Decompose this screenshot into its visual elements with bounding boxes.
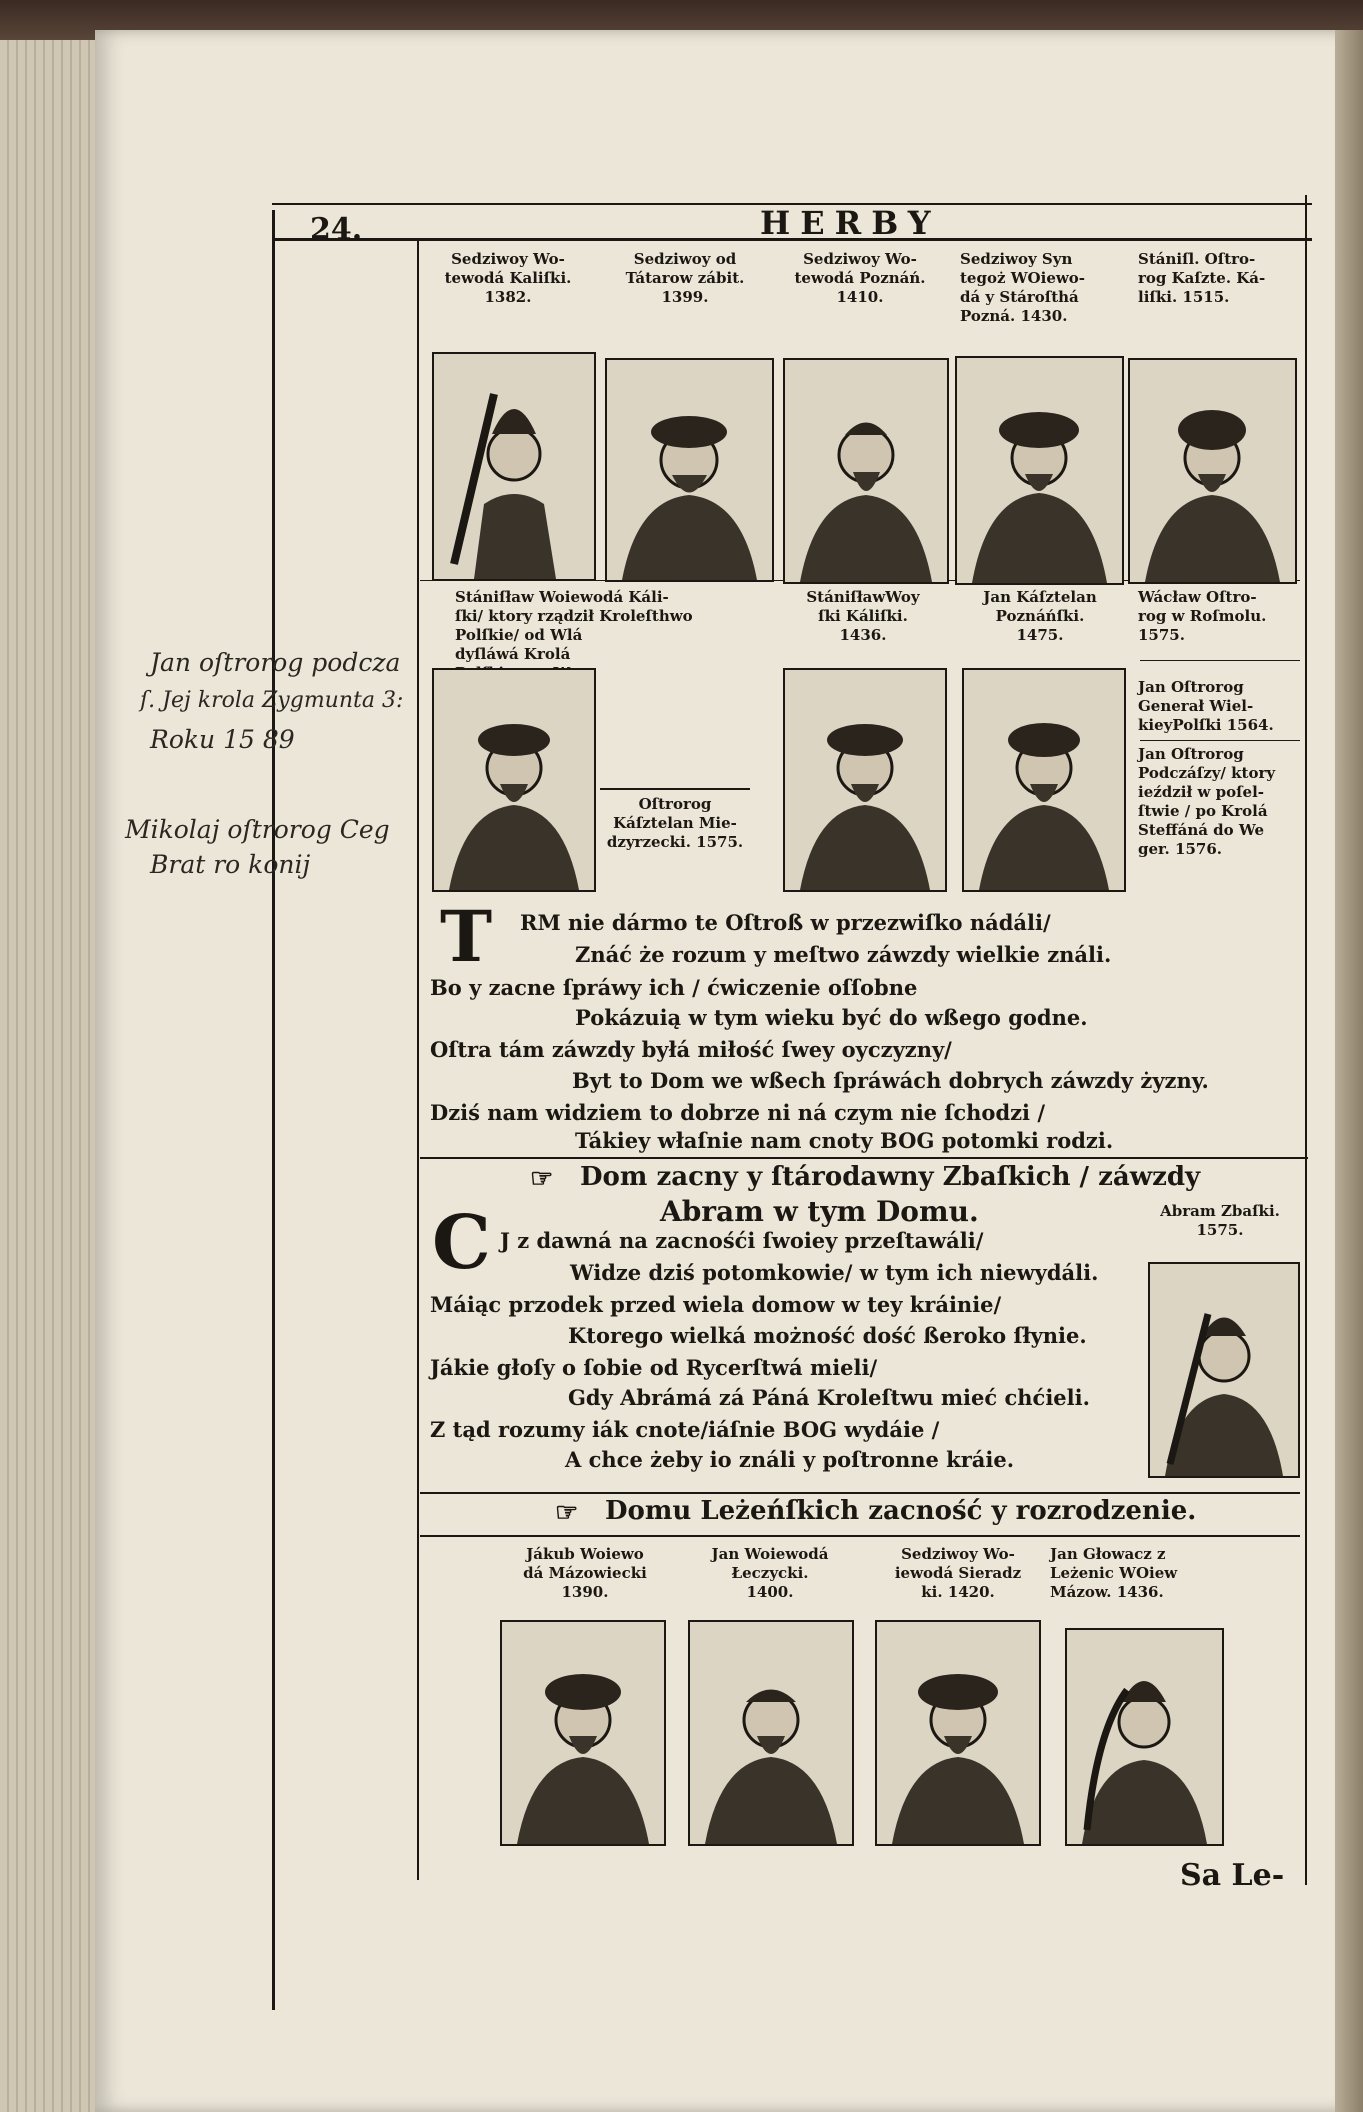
margin-note-5: Brat ro konij <box>150 850 311 879</box>
portrait-row1-3 <box>783 358 949 584</box>
verse1-line-4: Pokázuią w tym wieku być do wßego godne. <box>575 1005 1088 1030</box>
portrait-row2-2 <box>783 668 947 892</box>
rule-left-outer <box>272 210 275 2010</box>
portrait-row1-1 <box>432 352 596 581</box>
rule-left-inner <box>417 240 419 1880</box>
verse1-line-1: RM nie dármo te Oſtroß w przezwiſko nádáli/ <box>520 910 1051 935</box>
row1-caption-2: Sedziwoy od Tátarow zábit. 1399. <box>625 250 745 306</box>
section2-line-2: Widze dziś potomkowie/ w tym ich niewydáli. <box>570 1260 1099 1285</box>
section2-portrait-caption: Abram Zbaſki. 1575. <box>1160 1202 1280 1239</box>
catchword: Sa Le- <box>1180 1858 1285 1893</box>
rule-section3-title <box>420 1535 1300 1537</box>
rule-right-note1 <box>1140 660 1300 661</box>
section2-line-4: Ktorego wielká możność dość ßeroko ſłynie. <box>568 1323 1087 1348</box>
page-header-herby: HERBY <box>760 204 941 242</box>
row2-caption-4: Wácław Oſtro- rog w Roſmolu. 1575. <box>1138 588 1267 644</box>
section3-caption-3: Sedziwoy Wo- iewodá Sieradz ki. 1420. <box>894 1545 1022 1601</box>
section2-line-5: Jákie głoſy o ſobie od Rycerſtwá mieli/ <box>430 1355 878 1380</box>
row2-caption-2: StániſławWoy ſki Káliſki. 1436. <box>806 588 920 644</box>
section3-caption-4: Jan Głowacz z Leżenic WOiew Mázow. 1436. <box>1050 1545 1178 1601</box>
page-number: 24. <box>310 212 363 247</box>
portrait-section3-4 <box>1065 1628 1224 1846</box>
verse1-line-5: Oſtra tám záwzdy byłá miłość ſwey oyczyzny/ <box>430 1037 952 1062</box>
right-note-2: Jan Oſtrorog Podczáſzy/ ktory ieździł w poſel- ſtwie / po Krolá Steffáná do We ger. 1576. <box>1138 745 1276 858</box>
verse1-dropcap: T <box>440 895 493 978</box>
section2-line-7: Z tąd rozumy iák cnote/iáſnie BOG wydáie / <box>430 1417 940 1442</box>
rule-right <box>1305 195 1307 1885</box>
row2-caption-3: Jan Káſztelan Poznáńſki. 1475. <box>983 588 1097 644</box>
margin-note-4: Mikolaj oſtrorog Ceg <box>125 815 390 844</box>
rule-below-section2 <box>420 1492 1300 1494</box>
section2-dropcap: C <box>432 1200 491 1286</box>
row1-caption-4: Sedziwoy Syn tegoż WOiewo- dá y Stároſthá Pozná. 1430. <box>960 250 1086 325</box>
pointing-hand-icon: ☞ <box>530 1164 554 1194</box>
section3-caption-1: Jákub Woiewo dá Mázowiecki 1390. <box>523 1545 647 1601</box>
portrait-abram-zbaski <box>1148 1262 1300 1478</box>
section2-title-1: Dom zacny y ſtárodawny Zbaſkich / záwzdy <box>580 1162 1201 1192</box>
portrait-row2-1 <box>432 668 596 892</box>
page-stack-left <box>0 40 110 2112</box>
section2-line-8: A chce żeby io ználi y poſtronne kráie. <box>565 1447 1015 1472</box>
section2-line-1: J z dawná na zacnośći ſwoiey przeſtawáli/ <box>500 1228 984 1253</box>
rule-below-verse1 <box>420 1157 1308 1159</box>
portrait-row1-2 <box>605 358 774 582</box>
portrait-section3-3 <box>875 1620 1041 1846</box>
section2-line-6: Gdy Abrámá zá Páná Kroleſtwu mieć chćieli. <box>568 1385 1090 1410</box>
section2-title-2: Abram w tym Domu. <box>660 1195 979 1228</box>
verse1-line-2: Znáć że rozum y meſtwo záwzdy wielkie ználi. <box>575 942 1112 967</box>
verse1-line-8: Tákiey właſnie nam cnoty BOG potomki rodzi. <box>575 1128 1114 1153</box>
portrait-section3-2 <box>688 1620 854 1846</box>
verse1-line-7: Dziś nam widziem to dobrze ni ná czym nie ſchodzi / <box>430 1100 1046 1125</box>
verse1-line-6: Byt to Dom we wßech ſpráwách dobrych záwzdy żyzny. <box>572 1068 1209 1093</box>
portrait-row1-5 <box>1128 358 1297 584</box>
row1-caption-3: Sedziwoy Wo- tewodá Poznáń. 1410. <box>794 250 926 306</box>
margin-note-1: Jan oſtrorog podcza <box>150 648 401 677</box>
ostrorog-note: Oſtrorog Káſztelan Mie- dzyrzecki. 1575. <box>606 795 744 851</box>
margin-note-3: Roku 15 89 <box>150 725 295 754</box>
section3-caption-2: Jan Woiewodá Łeczycki. 1400. <box>711 1545 829 1601</box>
row1-caption-1: Sedziwoy Wo- tewodá Kaliſki. 1382. <box>444 250 572 306</box>
row1-caption-5: Stániſl. Oſtro- rog Kaſzte. Ká- liſki. 1515. <box>1138 250 1266 306</box>
page-edge-right <box>1335 30 1363 2112</box>
portrait-section3-1 <box>500 1620 666 1846</box>
section2-line-3: Máiąc przodek przed wiela domow w tey kráinie/ <box>430 1292 1002 1317</box>
section3-title: Domu Leżeńſkich zacność y rozrodzenie. <box>605 1496 1197 1526</box>
rule-right-note2 <box>1140 740 1300 741</box>
margin-note-2: ſ. Jej krola Zygmunta 3: <box>140 688 404 713</box>
portrait-row2-3 <box>962 668 1126 892</box>
portrait-row1-4 <box>955 356 1124 585</box>
rule-ostrorog <box>600 788 750 790</box>
row2-caption-1: Stániſław Woiewodá Káli- ſki/ ktory rządził Kroleſthwo Polſkie/ od Wlá dyſláwá Krolá <box>455 588 693 663</box>
right-note-1: Jan Oſtrorog Generał Wiel- kieyPolſki 1564. <box>1138 678 1274 734</box>
verse1-line-3: Bo y zacne ſpráwy ich / ćwiczenie oſſobne <box>430 975 918 1000</box>
pointing-hand-icon-2: ☞ <box>555 1498 579 1528</box>
